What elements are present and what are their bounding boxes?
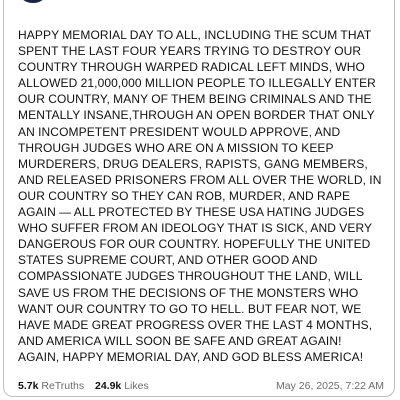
restruths-label: ReTruths xyxy=(41,380,85,392)
restruths-stat[interactable] xyxy=(18,380,84,392)
post-text: HAPPY MEMORIAL DAY TO ALL, INCLUDING THE SCUM THAT SPENT THE LAST FOUR YEARS TRYING TO DESTROY OUR COUNTRY THROUGH WARPED RADICAL LEFT MINDS, WHO ALLOWED 21,000,000 MILLION PEOPLE TO ILLEGALLY ENTER OUR COUNTRY, MANY OF THEM BEING CRIMINALS AND THE MENTALLY INSANE,THROUGH AN OPEN BORDER THAT ONLY AN INCOMPETENT PRESIDENT WOULD APPROVE, AND THROUGH JUDGES WHO ARE ON A MISSION TO KEEP MURDERERS, DRUG DEALERS, RAPISTS, GANG MEMBERS, AND RELEASED PRISONERS FROM ALL OVER THE WORLD, IN OUR COUNTRY SO THEY CAN ROB, MURDER, AND RAPE AGAIN — ALL PROTECTED BY THESE USA HATING JUDGES WHO SUFFER FROM AN IDEOLOGY THAT IS SICK, AND VERY DANGEROUS FOR OUR COUNTRY. HOPEFULLY THE UNITED STATES SUPREME COURT, AND OTHER GOOD AND COMPASSIONATE JUDGES THROUGHOUT THE LAND, WILL SAVE US FROM THE DECISIONS OF THE MONSTERS WHO WANT OUR COUNTRY TO GO TO HELL. BUT FEAR NOT, WE HAVE MADE GREAT PROGRESS OVER THE LAST 4 MONTHS, AND AMERICA WILL SOON BE SAFE AND GREAT AGAIN! AGAIN, HAPPY MEMORIAL DAY, AND GOD BLESS AMERICA! xyxy=(18,28,382,364)
avatar-suit xyxy=(20,0,46,3)
likes-label: Likes xyxy=(124,380,149,392)
post-footer xyxy=(18,380,384,394)
post-header xyxy=(16,0,386,19)
restruths-count: 5.7k xyxy=(18,380,39,392)
likes-stat[interactable] xyxy=(95,380,149,392)
post-timestamp[interactable]: May 26, 2025, 7:22 AM xyxy=(276,380,384,392)
post-card xyxy=(3,0,395,397)
likes-count: 24.9k xyxy=(95,380,122,392)
avatar[interactable] xyxy=(16,0,50,3)
